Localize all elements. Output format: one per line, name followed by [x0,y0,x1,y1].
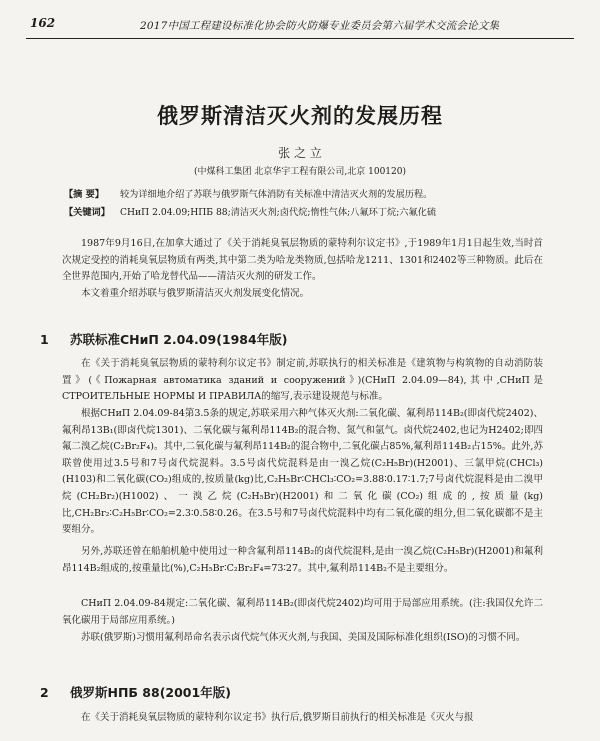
intro-paragraph-1: 1987年9月16日,在加拿大通过了《关于消耗臭氧层物质的蒙特利尔议定书》,于1989年1月1日起生效,当时首次规定受控的消耗臭氧层物质有两类,其中第二类为哈龙类物质,包括哈龙1211、1301和2402等三种物质。此后在全世界范围内,开始了哈龙替代品——清洁灭火剂的研发工作。 [62,238,543,283]
section-2-paragraph-1: 在《关于消耗臭氧层物质的蒙特利尔议定书》执行后,俄罗斯目前执行的相关标准是《灭火与报 [81,712,474,723]
section-1-title: 苏联标准СНиП 2.04.09(1984年版) [70,332,288,347]
intro-paragraph-2: 本文着重介绍苏联与俄罗斯清洁灭火剂发展变化情况。 [81,288,310,299]
paper-title: 俄罗斯清洁灭火剂的发展历程 [157,104,443,128]
section-1-paragraph-2: 根据СНиП 2.04.09-84第3.5条的规定,苏联采用六种气体灭火剂:二氧化碳、氟利昂114B₂(即卤代烷2402)、氟利昂13B₁(即卤代烷1301)、二氧化碳与氟利昂114B₂的混合物、氮气和氩气。卤代烷2402,也记为H2402;即四氟二溴乙烷(C₂Br₂F₄)。其中,二氧化碳与氟利昂114B₂的混合物中,二氧化碳占85%,氟利昂114B₂占15%。此外,苏联曾使用过3.5号和7号卤代烷混料。3.5号卤代烷混料是由一溴乙烷(C₂H₅Br)(H2001)、三氯甲烷(CHCl₃)(H103)和二氧化碳(CO₂)组成的,按质量(kg)比,C₂H₅Br∶CHCl₃∶CO₂=3.88∶0.17∶1.7;7号卤代烷混料是由二溴甲烷(CH₂Br₂)(H1002)、一溴乙烷(C₂H₅Br)(H2001)和二氧化碳(CO₂)组成的,按质量(kg)比,CH₂Br₂∶C₂H₅Br∶CO₂=2.3∶0.58∶0.26。在3.5号和7号卤代烷混料中均有二氧化碳的组分,但二氧化碳都不是主要组分。 [62,408,543,536]
header-rule [26,38,574,39]
section-2-number: 2 [40,685,49,700]
author: 张 之 立 [278,146,322,160]
page-number: 162 [30,16,56,30]
section-1-paragraph-1: 在《关于消耗臭氧层物质的蒙特利尔议定书》制定前,苏联执行的相关标准是《建筑物与构筑物的自动消防装置》(《Пожарная автоматика зданий и сооружений》)(СНиП 2.04.09—84),其中,СНиП是СТРОИТЕЛЬНЫЕ НОРМЫ И ПРАВИЛА的缩写,表示建设规范与标准。 [62,358,543,403]
section-1-paragraph-3: 另外,苏联还曾在船舶机舱中使用过一种含氟利昂114B₂的卤代烷混料,是由一溴乙烷(C₂H₅Br)(H2001)和氟利昂114B₂组成的,按重量比(%),C₂H₅Br∶C₂Br₂F₄=73∶27。其中,氟利昂114B₂不是主要组分。 [62,546,543,574]
abstract-text: 较为详细地介绍了苏联与俄罗斯气体消防有关标准中清洁灭火剂的发展历程。 [120,189,433,200]
running-header: 2017中国工程建设标准化协会防火防爆专业委员会第六届学术交流会论文集 [140,20,500,32]
keywords-text: СНиП 2.04.09;НПБ 88;清洁灭火剂;卤代烷;惰性气体;八氟环丁烷;六氟化硫 [120,207,437,218]
section-1-paragraph-5: 苏联(俄罗斯)习惯用氟利昂命名表示卤代烷气体灭火剂,与我国、美国及国际标准化组织(ISO)的习惯不同。 [81,632,526,643]
keywords-label: 【关键词】 [64,207,110,218]
abstract-label: 【摘 要】 [64,189,104,200]
section-1-heading [40,330,287,348]
affiliation: (中煤科工集团 北京华宇工程有限公司,北京 100120) [194,167,406,177]
section-1-number: 1 [40,332,49,347]
section-1-paragraph-4: СНиП 2.04.09-84规定:二氧化碳、氟利昂114B₂(即卤代烷2402)均可用于局部应用系统。(注:我国仅允许二氧化碳用于局部应用系统。) [62,598,543,626]
section-2-heading [40,683,231,701]
keywords [64,206,554,220]
abstract [64,188,554,202]
section-2-title: 俄罗斯НПБ 88(2001年版) [70,685,231,700]
